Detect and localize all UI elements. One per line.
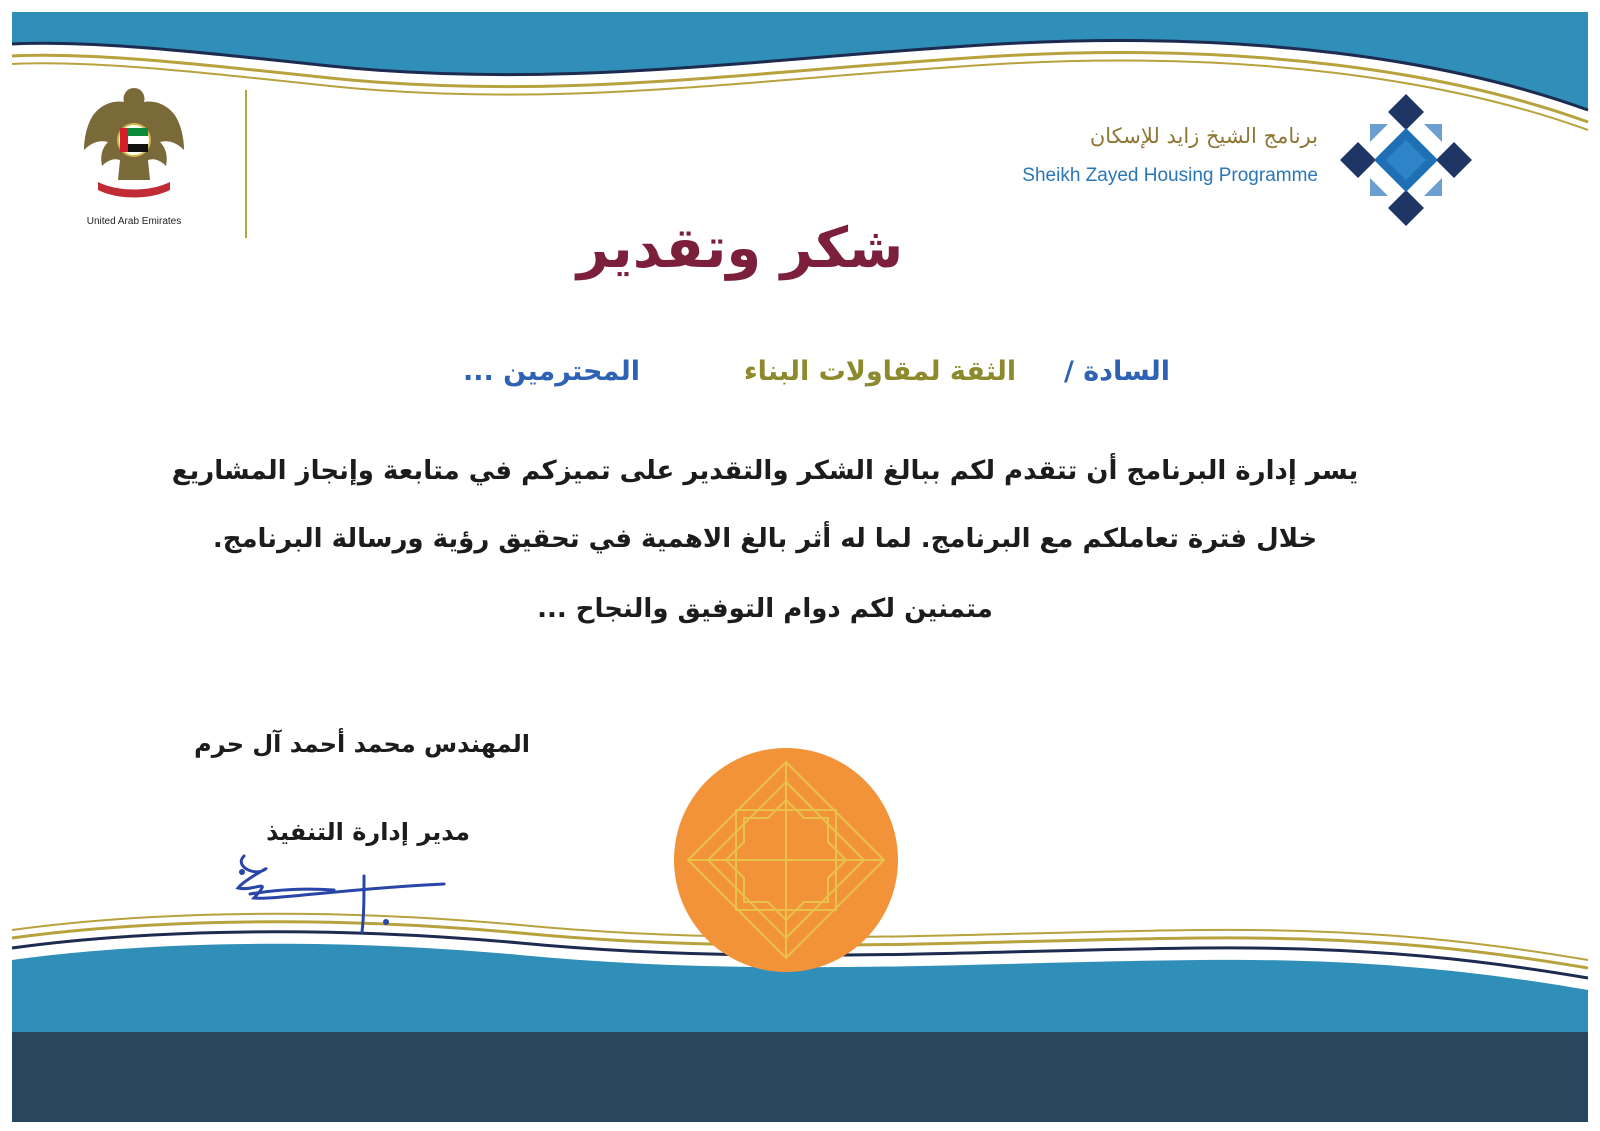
uae-falcon-emblem-icon xyxy=(78,84,190,200)
body-paragraph-line: خلال فترة تعاملكم مع البرنامج. لما له أثر بالغ الاهمية في تحقيق رؤية ورسالة البرنامج. xyxy=(212,524,1318,554)
program-name-english: Sheikh Zayed Housing Programme xyxy=(1022,165,1318,186)
body-paragraph-line: يسر إدارة البرنامج أن تتقدم لكم ببالغ الشكر والتقدير على تميزكم في متابعة وإنجاز المشاريع xyxy=(171,456,1359,486)
bottom-dark-strip xyxy=(12,1032,1588,1122)
closing-wish-line: متمنين لكم دوام التوفيق والنجاح ... xyxy=(537,594,993,624)
program-name-arabic: برنامج الشيخ زايد للإسكان xyxy=(1089,124,1318,148)
housing-programme-logo-icon xyxy=(1334,88,1478,232)
certificate-title: شكر وتقدير xyxy=(576,216,904,281)
signer-position: مدير إدارة التنفيذ xyxy=(266,818,470,846)
embossed-gold-seal-icon xyxy=(666,740,906,980)
signer-name: المهندس محمد أحمد آل حرم xyxy=(194,730,530,758)
honorific-label: المحترمين ... xyxy=(463,356,640,387)
salutation-label: السادة / xyxy=(1063,356,1170,387)
header-divider xyxy=(245,90,247,238)
handwritten-signature-icon xyxy=(214,836,464,936)
recipient-name: الثقة لمقاولات البناء xyxy=(743,356,1017,387)
uae-emblem-caption: United Arab Emirates xyxy=(86,216,182,227)
